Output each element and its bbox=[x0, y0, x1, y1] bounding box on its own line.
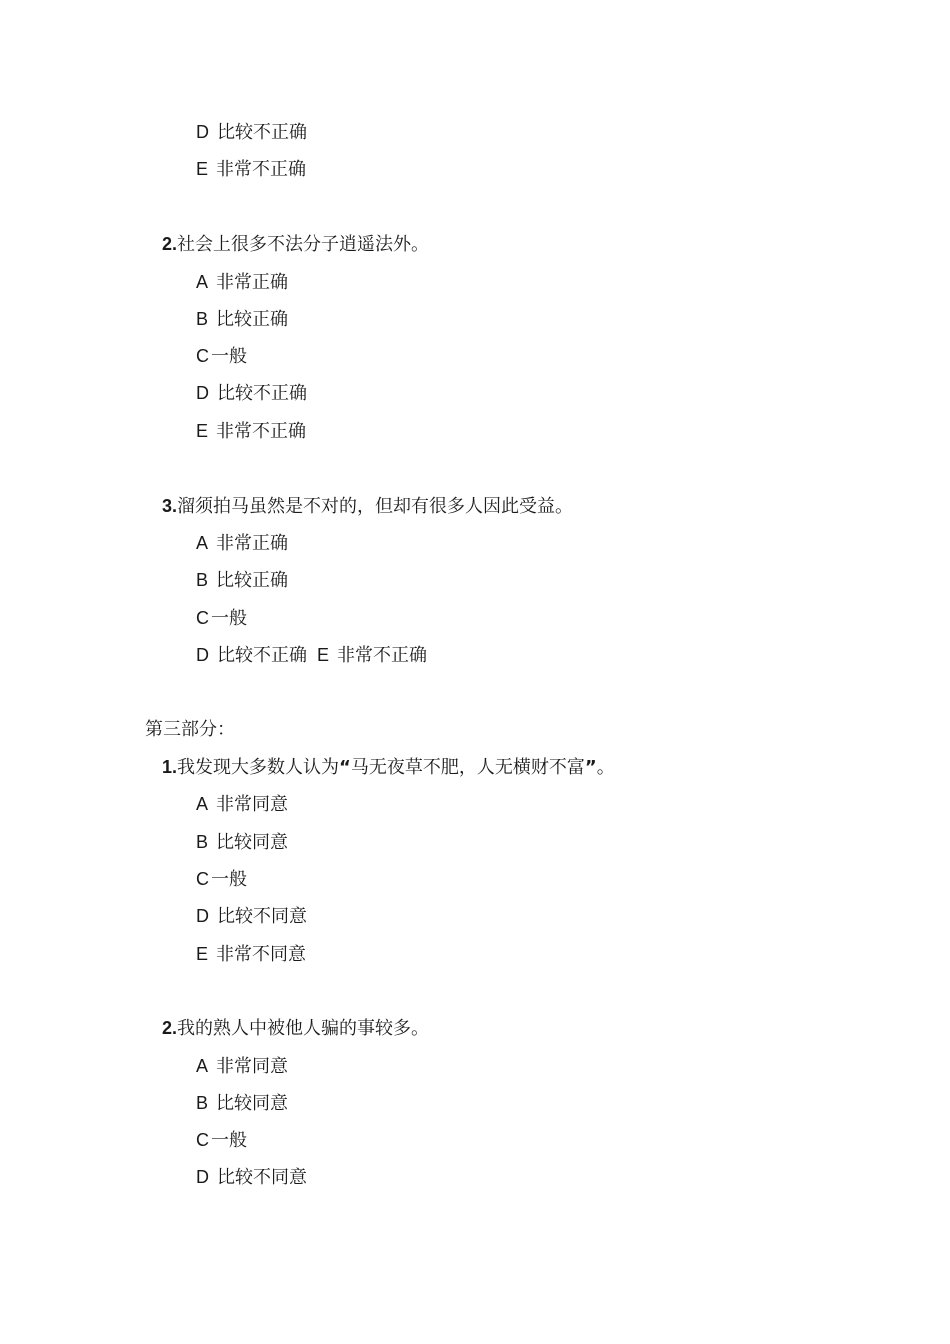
option-letter: D bbox=[196, 906, 209, 926]
option-d bbox=[196, 904, 307, 929]
option-text: 非常不同意 bbox=[216, 944, 307, 965]
option-letter: D bbox=[196, 645, 209, 665]
option-text: 比较不正确 bbox=[217, 122, 307, 143]
close-quote: ” bbox=[584, 757, 597, 778]
option-a bbox=[196, 792, 288, 817]
option-text: 比较不正确 bbox=[217, 383, 307, 404]
question-2-part2 bbox=[162, 232, 429, 257]
question-number: 3. bbox=[162, 496, 178, 516]
option-text: 比较正确 bbox=[216, 309, 289, 330]
section-title: 第三部分： bbox=[145, 719, 235, 740]
option-text: 比较正确 bbox=[216, 570, 289, 591]
question-number: 1. bbox=[162, 757, 178, 777]
open-quote: “ bbox=[339, 757, 351, 778]
option-letter: A bbox=[196, 1056, 209, 1076]
option-text: 一般 bbox=[211, 869, 247, 890]
question-2-part3 bbox=[162, 1016, 429, 1041]
option-letter: C bbox=[196, 608, 209, 628]
option-text: 一般 bbox=[211, 608, 247, 629]
option-a bbox=[196, 1054, 288, 1079]
option-text: 比较不同意 bbox=[217, 1167, 307, 1188]
option-c bbox=[196, 344, 247, 369]
option-text: 非常同意 bbox=[216, 794, 289, 815]
option-text: 非常不正确 bbox=[216, 159, 307, 180]
option-letter: D bbox=[196, 122, 209, 142]
question-text: 我的熟人中被他人骗的事较多。 bbox=[177, 1018, 430, 1039]
question-text: 社会上很多不法分子逍遥法外。 bbox=[177, 234, 430, 255]
option-e bbox=[196, 157, 306, 182]
question-end: 。 bbox=[596, 757, 615, 778]
option-letter: E bbox=[317, 645, 330, 665]
option-letter: A bbox=[196, 533, 209, 553]
question-text: 我发现大多数人认为 bbox=[177, 757, 340, 778]
option-a bbox=[196, 270, 288, 295]
option-text: 非常不正确 bbox=[337, 645, 428, 666]
option-d bbox=[196, 120, 307, 145]
option-letter: E bbox=[196, 421, 209, 441]
option-b bbox=[196, 307, 288, 332]
option-a bbox=[196, 531, 288, 556]
option-letter: C bbox=[196, 346, 209, 366]
option-e bbox=[196, 419, 306, 444]
option-text: 比较不正确 bbox=[217, 645, 307, 666]
option-letter: B bbox=[196, 309, 209, 329]
option-letter: D bbox=[196, 383, 209, 403]
option-d bbox=[196, 1165, 307, 1190]
question-1-part3 bbox=[162, 755, 615, 780]
option-e bbox=[196, 942, 306, 967]
option-c bbox=[196, 606, 247, 631]
quoted-text: 马无夜草不肥，人无横财不富 bbox=[350, 757, 585, 778]
option-text: 比较同意 bbox=[216, 1093, 289, 1114]
option-letter: D bbox=[196, 1167, 209, 1187]
option-c bbox=[196, 1128, 247, 1153]
option-text: 非常同意 bbox=[216, 1056, 289, 1077]
option-letter: A bbox=[196, 272, 209, 292]
question-3-part2 bbox=[162, 494, 573, 519]
option-letter: B bbox=[196, 1093, 209, 1113]
option-d-e-row bbox=[196, 643, 427, 668]
option-text: 比较同意 bbox=[216, 832, 289, 853]
option-text: 非常正确 bbox=[216, 533, 289, 554]
option-letter: E bbox=[196, 159, 209, 179]
option-text: 一般 bbox=[211, 1130, 247, 1151]
option-text: 非常正确 bbox=[216, 272, 289, 293]
option-letter: E bbox=[196, 944, 209, 964]
option-b bbox=[196, 830, 288, 855]
option-text: 非常不正确 bbox=[216, 421, 307, 442]
question-number: 2. bbox=[162, 1018, 178, 1038]
option-letter: C bbox=[196, 1130, 209, 1150]
option-c bbox=[196, 867, 247, 892]
question-number: 2. bbox=[162, 234, 178, 254]
option-b bbox=[196, 1091, 288, 1116]
option-d bbox=[196, 381, 307, 406]
option-text: 比较不同意 bbox=[217, 906, 307, 927]
question-text: 溜须拍马虽然是不对的，但却有很多人因此受益。 bbox=[177, 496, 574, 517]
option-letter: A bbox=[196, 794, 209, 814]
option-letter: B bbox=[196, 570, 209, 590]
option-text: 一般 bbox=[211, 346, 247, 367]
option-b bbox=[196, 568, 288, 593]
option-letter: B bbox=[196, 832, 209, 852]
option-letter: C bbox=[196, 869, 209, 889]
